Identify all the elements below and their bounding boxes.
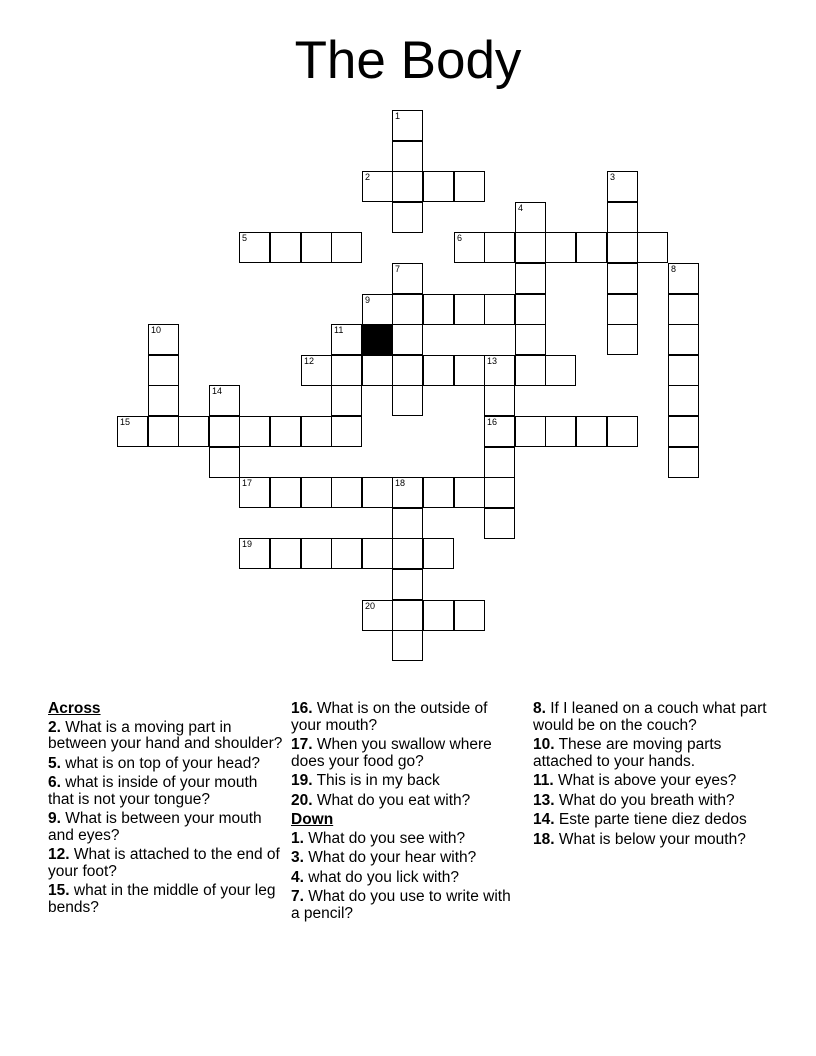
grid-cell[interactable] [668,355,699,386]
grid-cell[interactable] [607,294,638,325]
grid-cell[interactable] [301,538,332,569]
clue-number: 7 [395,264,401,274]
grid-cell[interactable] [117,416,148,447]
grid-cell[interactable] [637,232,668,263]
across-heading: Across [48,700,101,717]
grid-cell[interactable] [239,538,270,569]
grid-cell[interactable] [148,355,179,386]
grid-cell[interactable] [331,416,362,447]
across-clue-17: 17. When you swallow where does your food go? [291,736,492,770]
grid-cell[interactable] [515,232,546,263]
down-heading: Down [291,811,334,828]
grid-cell[interactable] [148,324,179,355]
clue-number: 13 [487,356,498,366]
grid-cell[interactable] [607,263,638,294]
grid-cell[interactable] [362,355,393,386]
grid-cell[interactable] [423,294,454,325]
grid-cell[interactable] [362,294,393,325]
down-clue-3: 3. What do your hear with? [291,849,477,866]
down-clue-11: 11. What is above your eyes? [533,772,737,789]
down-clue-10: 10. These are moving parts attached to your hands. [533,736,722,770]
grid-cell[interactable] [331,355,362,386]
grid-cell[interactable] [239,477,270,508]
down-clue-14: 14. Este parte tiene diez dedos [533,811,747,828]
grid-cell[interactable] [515,202,546,233]
grid-cell[interactable] [668,416,699,447]
clue-number: 8 [671,264,677,274]
across-clue-5: 5. what is on top of your head? [48,754,260,772]
grid-cell[interactable] [239,416,270,447]
grid-cell[interactable] [423,355,454,386]
clue-number: 18 [395,478,406,488]
grid-cell[interactable] [270,477,301,508]
grid-cell[interactable] [454,600,485,631]
grid-cell[interactable] [484,508,515,539]
grid-cell[interactable] [178,416,209,447]
grid-cell[interactable] [545,355,576,386]
grid-cell[interactable] [392,477,423,508]
across-clue-15: 15. what in the middle of your leg bends? [48,882,276,916]
grid-cell[interactable] [607,171,638,202]
grid-block-cell [362,324,393,355]
grid-cell[interactable] [392,202,423,233]
clue-number: 4 [518,203,524,213]
grid-cell[interactable] [515,324,546,355]
grid-cell[interactable] [392,569,423,600]
grid-cell[interactable] [301,232,332,263]
grid-cell[interactable] [270,538,301,569]
grid-cell[interactable] [515,294,546,325]
grid-cell[interactable] [392,538,423,569]
grid-cell[interactable] [668,294,699,325]
grid-cell[interactable] [454,477,485,508]
down-clue-13: 13. What do you breath with? [533,791,735,809]
grid-cell[interactable] [545,416,576,447]
grid-cell[interactable] [331,538,362,569]
clue-number: 2 [365,172,371,182]
across-clue-12: 12. What is attached to the end of your foot? [48,846,280,880]
clue-number: 5 [242,233,248,243]
grid-cell[interactable] [515,416,546,447]
grid-cell[interactable] [209,416,240,447]
grid-cell[interactable] [484,355,515,386]
clue-number: 1 [395,111,401,121]
clue-number: 6 [457,233,463,243]
down-clue-7: 7. What do you use to write with a pencil? [291,888,511,922]
down-clue-1: 1. What do you see with? [291,829,466,847]
grid-cell[interactable] [454,294,485,325]
grid-cell[interactable] [209,385,240,416]
clue-number: 9 [365,295,371,305]
grid-cell[interactable] [607,324,638,355]
grid-cell[interactable] [484,232,515,263]
grid-cell[interactable] [301,477,332,508]
grid-cell[interactable] [331,324,362,355]
clue-number: 10 [151,325,162,335]
grid-cell[interactable] [392,600,423,631]
grid-cell[interactable] [209,447,240,478]
grid-cell[interactable] [423,171,454,202]
grid-cell[interactable] [362,538,393,569]
clue-number: 20 [365,601,376,611]
grid-cell[interactable] [484,477,515,508]
grid-cell[interactable] [392,630,423,661]
grid-cell[interactable] [484,385,515,416]
grid-cell[interactable] [331,385,362,416]
grid-cell[interactable] [484,447,515,478]
down-clue-4: 4. what do you lick with? [291,868,460,886]
grid-cell[interactable] [607,232,638,263]
grid-cell[interactable] [362,171,393,202]
grid-cell[interactable] [392,110,423,141]
clue-number: 14 [212,386,223,396]
grid-cell[interactable] [270,232,301,263]
clue-number: 17 [242,478,253,488]
across-clue-9: 9. What is between your mouth and eyes? [48,810,262,844]
grid-cell[interactable] [545,232,576,263]
grid-cell[interactable] [331,477,362,508]
grid-cell[interactable] [423,538,454,569]
grid-cell[interactable] [392,508,423,539]
grid-cell[interactable] [331,232,362,263]
grid-cell[interactable] [607,202,638,233]
clue-number: 3 [610,172,616,182]
grid-cell[interactable] [576,416,607,447]
grid-cell[interactable] [392,385,423,416]
grid-cell[interactable] [607,416,638,447]
grid-cell[interactable] [454,355,485,386]
clue-number: 12 [304,356,315,366]
across-clue-20: 20. What do you eat with? [291,791,471,809]
clue-number: 11 [334,325,344,335]
clue-number: 15 [120,417,131,427]
across-clue-16: 16. What is on the outside of your mouth? [291,700,488,734]
clue-column-1 [48,701,283,919]
grid-cell[interactable] [392,355,423,386]
grid-cell[interactable] [423,600,454,631]
grid-cell[interactable] [392,141,423,172]
grid-cell[interactable] [148,416,179,447]
down-clue-18: 18. What is below your mouth? [533,830,746,848]
grid-cell[interactable] [301,355,332,386]
grid-cell[interactable] [362,477,393,508]
grid-cell[interactable] [392,171,423,202]
grid-cell[interactable] [148,385,179,416]
across-clue-6: 6. what is inside of your mouth that is not your tongue? [48,774,258,808]
grid-cell[interactable] [484,416,515,447]
grid-cell[interactable] [515,263,546,294]
grid-cell[interactable] [392,263,423,294]
grid-cell[interactable] [362,600,393,631]
grid-cell[interactable] [576,232,607,263]
grid-cell[interactable] [239,232,270,263]
clue-number: 16 [487,417,498,427]
across-clue-19: 19. This is in my back [291,772,440,789]
grid-cell[interactable] [515,355,546,386]
puzzle-title: The Body [294,31,522,90]
grid-cell[interactable] [668,263,699,294]
grid-cell[interactable] [668,447,699,478]
grid-cell[interactable] [392,324,423,355]
down-clue-8: 8. If I leaned on a couch what part would be on the couch? [533,700,767,734]
clue-number: 19 [242,539,253,549]
clue-column-2 [291,701,519,925]
grid-cell[interactable] [270,416,301,447]
grid-cell[interactable] [392,294,423,325]
grid-cell[interactable] [423,477,454,508]
grid-cell[interactable] [454,232,485,263]
across-clue-2: 2. What is a moving part in between your hand and shoulder? [48,718,283,752]
grid-cell[interactable] [484,294,515,325]
clue-column-3 [533,701,768,851]
grid-cell[interactable] [668,385,699,416]
grid-cell[interactable] [668,324,699,355]
grid-cell[interactable] [454,171,485,202]
grid-cell[interactable] [301,416,332,447]
